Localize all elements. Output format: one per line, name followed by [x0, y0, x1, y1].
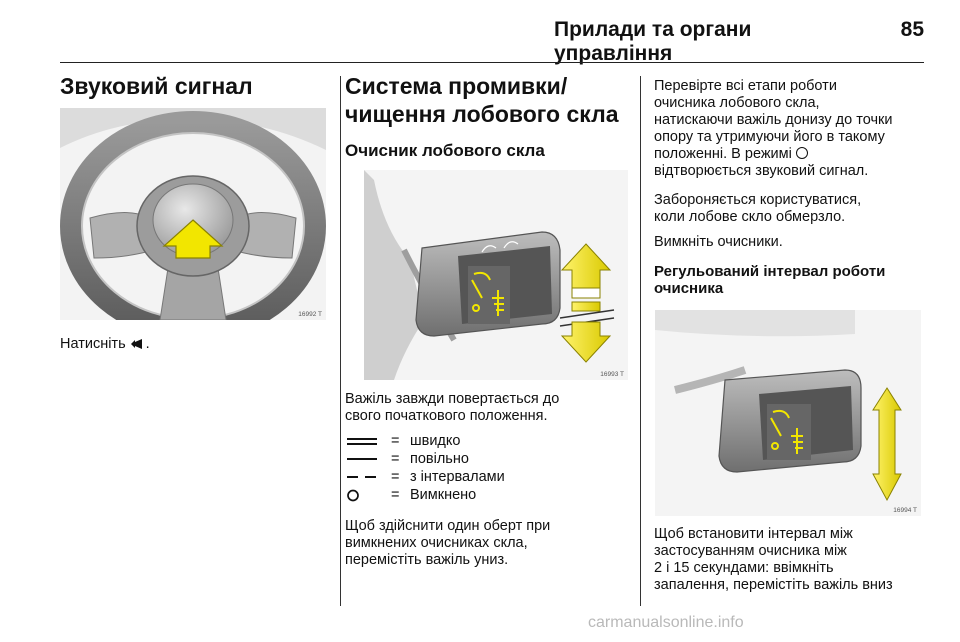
legend-row-slow: [345, 451, 625, 468]
legend-equals: =: [391, 451, 400, 467]
check-para-line5-text: положенні. В режимі: [654, 146, 792, 162]
horn-instruction-end: .: [145, 336, 150, 352]
interval-text-line1: Щоб встановити інтервал між: [654, 526, 853, 542]
horn-instruction: [60, 336, 150, 355]
check-para-line1: Перевірте всі етапи роботи: [654, 78, 837, 94]
fast-double-line-icon: [345, 433, 379, 450]
horn-heading: Звуковий сигнал: [60, 73, 253, 99]
off-circle-icon: [345, 487, 379, 504]
wash-wipe-heading-line1: Система промивки/: [345, 73, 568, 99]
interval-lever-illustration: [655, 310, 921, 516]
interval-subheading-line1: Регульований інтервал роботи: [654, 263, 886, 280]
horn-instruction-text: Натисніть: [60, 336, 126, 352]
check-para-line6: відтворюється звуковий сигнал.: [654, 163, 869, 179]
column-divider-right: [640, 76, 641, 606]
interval-text-line3: 2 і 15 секундами: ввімкніть: [654, 560, 834, 576]
slow-line-icon: [345, 451, 379, 468]
legend-equals: =: [391, 487, 400, 503]
legend-label-off: Вимкнено: [410, 487, 477, 503]
header-rule: [60, 62, 924, 63]
column-divider-left: [340, 76, 341, 606]
lever-return-line1: Важіль завжди повертається до: [345, 391, 560, 407]
running-header-title: Прилади та органи управління: [554, 18, 752, 65]
single-wipe-line1: Щоб здійснити один оберт при: [345, 518, 551, 534]
legend-equals: =: [391, 469, 400, 485]
legend-row-fast: [345, 433, 625, 450]
single-wipe-line3: перемістіть важіль униз.: [345, 552, 509, 568]
check-para-line4: опору та утримуючи його в такому: [654, 129, 885, 145]
turn-off-wipers: Вимкніть очисники.: [654, 234, 783, 250]
legend-equals: =: [391, 433, 400, 449]
interval-subheading-line2: очисника: [654, 280, 724, 297]
legend-row-interval: [345, 469, 625, 486]
frozen-warning-line2: коли лобове скло обмерзло.: [654, 209, 846, 225]
wash-wipe-heading-line2: чищення лобового скла: [345, 101, 619, 127]
legend-label-fast: швидко: [410, 433, 461, 449]
lever-return-line2: свого початкового положення.: [345, 408, 548, 424]
check-para-line2: очисника лобового скла,: [654, 95, 820, 111]
check-para-line3: натискаючи важіль донизу до точки: [654, 112, 893, 128]
steering-wheel-illustration: [60, 108, 326, 320]
interval-dashes-icon: [345, 469, 379, 486]
wiper-lever-illustration: [364, 170, 628, 380]
single-wipe-line2: вимкнених очисниках скла,: [345, 535, 528, 551]
interval-figure-number: 16994 T: [893, 507, 917, 514]
horn-figure-number: 16992 T: [298, 311, 322, 318]
legend-label-slow: повільно: [410, 451, 469, 467]
watermark: carmanualsonline.info: [588, 614, 744, 631]
interval-text-line2: застосуванням очисника між: [654, 543, 847, 559]
off-circle-icon: [796, 147, 808, 159]
wiper-figure-number: 16993 T: [600, 371, 624, 378]
horn-icon: [130, 338, 146, 355]
check-para-line5: [654, 146, 808, 163]
legend-label-interval: з інтервалами: [410, 469, 505, 485]
wiper-subheading: Очисник лобового скла: [345, 141, 545, 160]
page-number: 85: [900, 18, 924, 41]
interval-text-line4: запалення, перемістіть важіль вниз: [654, 577, 893, 593]
legend-row-off: [345, 487, 625, 504]
frozen-warning-line1: Забороняється користуватися,: [654, 192, 862, 208]
